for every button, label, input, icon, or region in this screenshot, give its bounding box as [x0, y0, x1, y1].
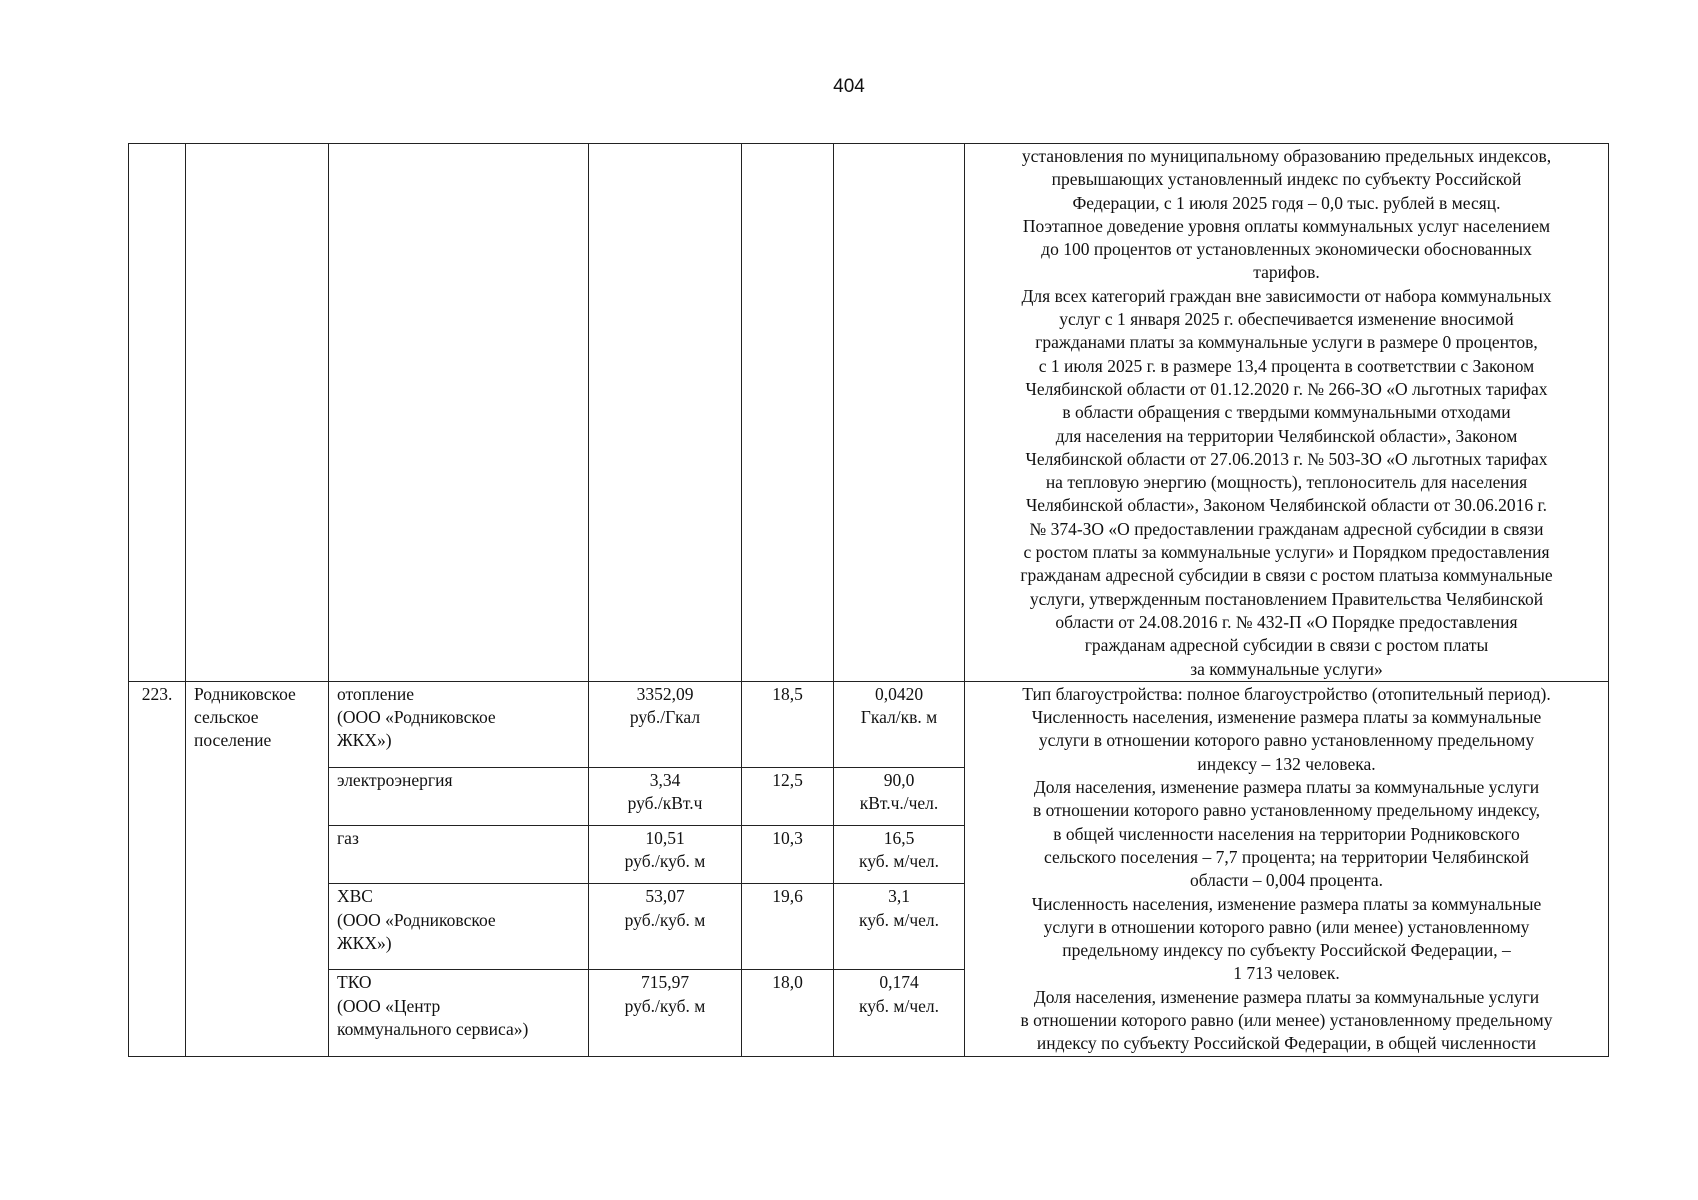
number-cell — [129, 144, 186, 682]
entry-number: 223. — [129, 681, 186, 1056]
service-name: газ — [329, 826, 589, 884]
index-value: 18,0 — [742, 970, 834, 1056]
tariff-value: 3352,09 руб./Гкал — [589, 681, 742, 767]
index-value: 18,5 — [742, 681, 834, 767]
tariff-value: 10,51 руб./куб. м — [589, 826, 742, 884]
service-name: ТКО (ООО «Центр коммунального сервиса») — [329, 970, 589, 1056]
continuation-description: установления по муниципальному образованию предельных индексов, превышающих установленный индекс по субъекту Российской Федерации, с 1 июля 2025 годя – 0,0 тыс. рублей в месяц. Поэтапное доведение уровня оплаты коммунальных услуг населением до 100 процентов от установленных экономически обоснованных тарифов. Для всех категорий граждан вне зависимости от набора коммунальных услуг с 1 января 2025 г. обеспечивается изменение вносимой гражданами платы за коммунальные услуги в размере 0 процентов, с 1 июля 2025 г. в размере 13,4 процента в соответствии с Законом Челябинской области от 01.12.2020 г. № 266-ЗО «О льготных тарифах в области обращения с твердыми коммунальными отходами для населения на территории Челябинской области», Законом Челябинской области от 27.06.2013 г. № 503-ЗО «О льготных тарифах на тепловую энергию (мощность), теплоноситель для населения Челябинской области», Законом Челябинской области от 30.06.2016 г. № 374-ЗО «О предоставлении гражданам адресной субсидии в связи с ростом платы за коммунальные услуги» и Порядком предоставления гражданам адресной субсидии в связи с ростом платыза коммунальные услуги, утвержденным постановлением Правительства Челябинской области от 24.08.2016 г. № 432-П «О Порядке предоставления гражданам адресной субсидии в связи с ростом платы за коммунальные услуги» — [965, 144, 1609, 682]
entry-description: Тип благоустройства: полное благоустройство (отопительный период). Численность населения, изменение размера платы за коммунальные услуги в отношении которого равно установленному предельному индексу – 132 человека. Доля населения, изменение размера платы за коммунальные услуги в отношении которого равно установленному предельному индексу, в общей численности населения на территории Родниковского сельского поселения – 7,7 процента; на территории Челябинской области – 0,004 процента. Численность населения, изменение размера платы за коммунальные услуги в отношении которого равно (или менее) установленному предельному индексу по субъекту Российской Федерации, – 1 713 человек. Доля населения, изменение размера платы за коммунальные услуги в отношении которого равно (или менее) установленному предельному индексу по субъекту Российской Федерации, в общей численности — [965, 681, 1609, 1056]
index-value: 19,6 — [742, 884, 834, 970]
municipality-cell — [186, 144, 329, 682]
service-name: электроэнергия — [329, 767, 589, 825]
norm-value: 3,1 куб. м/чел. — [834, 884, 965, 970]
tariff-value: 53,07 руб./куб. м — [589, 884, 742, 970]
tariff-table — [128, 143, 1609, 1057]
service-name: ХВС (ООО «Родниковское ЖКХ») — [329, 884, 589, 970]
norm-value: 90,0 кВт.ч./чел. — [834, 767, 965, 825]
norm-value: 0,174 куб. м/чел. — [834, 970, 965, 1056]
index-cell — [742, 144, 834, 682]
norm-value: 0,0420 Гкал/кв. м — [834, 681, 965, 767]
tariff-cell — [589, 144, 742, 682]
municipality-name: Родниковское сельское поселение — [186, 681, 329, 1056]
continuation-row — [129, 144, 1609, 682]
service-row-heating — [129, 681, 1609, 767]
tariff-value: 3,34 руб./кВт.ч — [589, 767, 742, 825]
tariff-value: 715,97 руб./куб. м — [589, 970, 742, 1056]
service-cell — [329, 144, 589, 682]
service-name: отопление (ООО «Родниковское ЖКХ») — [329, 681, 589, 767]
index-value: 12,5 — [742, 767, 834, 825]
index-value: 10,3 — [742, 826, 834, 884]
norm-value: 16,5 куб. м/чел. — [834, 826, 965, 884]
norm-cell — [834, 144, 965, 682]
page-number: 404 — [833, 76, 865, 97]
